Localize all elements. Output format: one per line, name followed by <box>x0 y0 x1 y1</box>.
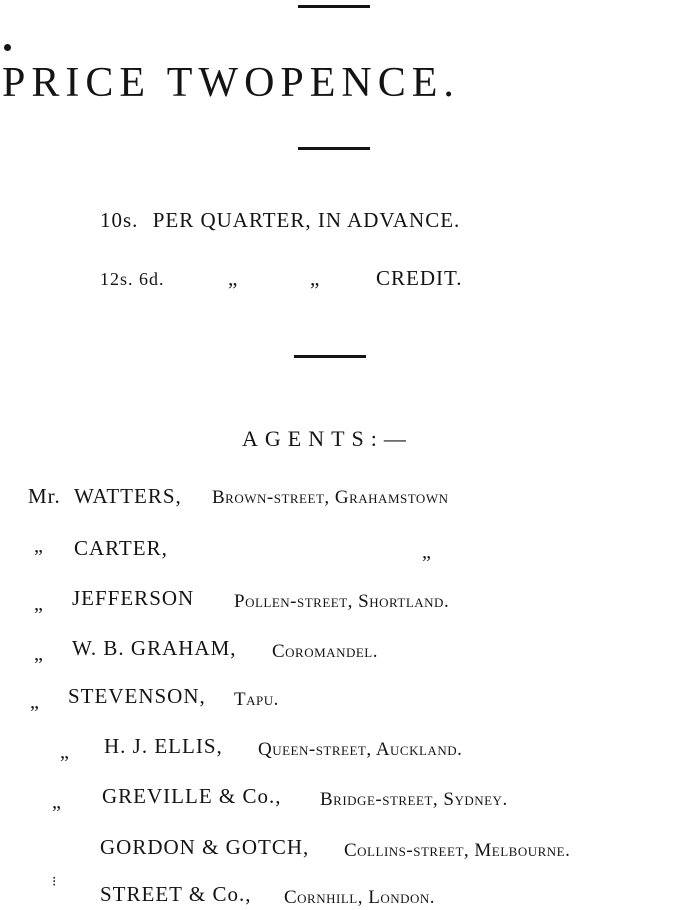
ditto-mark: „ <box>228 266 239 290</box>
agent-name: GORDON & GOTCH, <box>100 835 310 859</box>
agent-address: Queen-street, Auckland. <box>258 739 463 760</box>
rule-after-title <box>298 147 370 150</box>
term-amount: 12s. 6d. <box>100 269 165 289</box>
top-rule <box>298 5 370 8</box>
term-text: CREDIT. <box>376 266 463 290</box>
term-amount: 10s. <box>100 208 139 232</box>
term-text: PER QUARTER, IN ADVANCE. <box>152 208 461 232</box>
agent-prefix: „ <box>34 643 43 665</box>
agent-prefix: „ <box>30 691 39 713</box>
ditto-mark: „ <box>310 266 321 290</box>
ditto-mark: „ <box>422 541 431 563</box>
agent-name: JEFFERSON <box>72 586 195 610</box>
agent-address: Cornhill, London. <box>284 887 436 908</box>
term-row-2 <box>100 268 165 289</box>
stray-dot <box>4 44 11 51</box>
agents-heading: AGENTS:— <box>242 426 413 451</box>
agent-name: WATTERS, <box>74 484 182 508</box>
agent-prefix: „ <box>52 791 61 813</box>
agent-prefix: „ <box>34 535 43 557</box>
agent-name: GREVILLE & Co., <box>102 784 282 808</box>
agent-prefix: „ <box>60 741 69 763</box>
agent-name: STEVENSON, <box>68 684 206 708</box>
stray-mark: ⁝ <box>52 875 57 890</box>
agent-address: Brown-street, Grahamstown <box>212 487 449 508</box>
agent-address: Tapu. <box>234 689 279 710</box>
agent-address: Collins-street, Melbourne. <box>344 840 571 861</box>
price-title: PRICE TWOPENCE. <box>2 60 460 106</box>
agent-prefix: „ <box>34 593 43 615</box>
agent-name: H. J. ELLIS, <box>104 734 223 758</box>
term-row-1 <box>100 210 460 231</box>
agent-address: Pollen-street, Shortland. <box>234 591 450 612</box>
agent-name: W. B. GRAHAM, <box>72 636 237 660</box>
agent-address: Coromandel. <box>272 641 378 662</box>
agent-name: STREET & Co., <box>100 882 252 906</box>
agent-name: CARTER, <box>74 536 168 560</box>
rule-after-terms <box>294 355 366 358</box>
agent-prefix: Mr. <box>28 484 61 508</box>
agent-address: Bridge-street, Sydney. <box>320 789 508 810</box>
